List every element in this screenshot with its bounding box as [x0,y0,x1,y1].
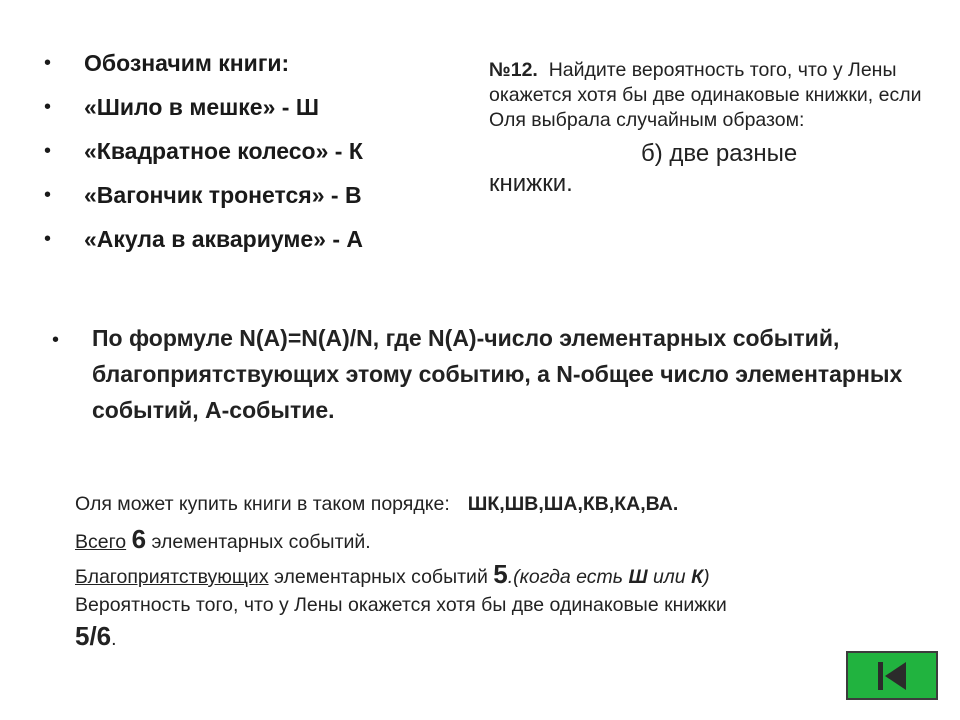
task-subcase-label: б) две разные [641,140,798,167]
list-item [40,228,460,251]
total-rest: элементарных событий. [151,531,371,553]
bullet-icon: • [44,184,52,206]
task-statement [489,58,949,199]
favorable-mid: элементарных событий [274,566,488,588]
total-count: 6 [131,524,147,554]
legend-book-k: «Квадратное колесо» - К [84,138,363,164]
bullet-icon: • [52,329,60,351]
orders-list: ШК,ШВ,ША,КВ,КА,ВА. [467,493,679,515]
list-item [40,52,460,75]
solution-line-probability [75,592,935,618]
favorable-sh: Ш [628,566,648,588]
favorable-note-open: .(когда есть [507,566,624,588]
legend-book-sh: «Шило в мешке» - Ш [84,94,319,120]
favorable-word: Благоприятствующих [75,566,269,588]
list-item [40,140,460,163]
answer-fraction: 5/6 [75,621,112,651]
answer-dot: . [111,628,117,650]
formula-text: По формуле N(A)=N(A)/N, где N(A)-число элементарных событий, благоприятствующих этому событию, а N-общее число элементарных событий, А-событие. [92,325,903,423]
task-subcase-tail: книжки. [489,170,573,197]
favorable-or: или [652,566,686,588]
favorable-count: 5 [493,559,508,589]
task-number: №12. [489,59,538,81]
task-text-block [489,58,949,133]
first-slide-icon [875,659,909,693]
solution-line-answer [75,618,935,654]
formula-paragraph [52,320,912,428]
legend-heading: Обозначим книги: [84,50,290,76]
favorable-close: ) [703,566,710,588]
task-subcase [489,139,949,199]
bullet-icon: • [44,96,52,118]
bullet-icon: • [44,52,52,74]
legend-book-a: «Акула в аквариуме» - А [84,226,363,252]
task-text: Найдите вероятность того, что у Лены окажется хотя бы две одинаковые книжки, если Оля выбрала случайным образом: [489,59,922,131]
orders-intro: Оля может купить книги в таком порядке: [75,493,450,515]
list-item [40,96,460,119]
list-item [40,184,460,207]
bullet-icon: • [44,228,52,250]
solution-block [75,490,935,654]
solution-line-orders [75,490,935,522]
bullet-icon: • [44,140,52,162]
probability-text: Вероятность того, что у Лены окажется хотя бы две одинаковые книжки [75,594,727,616]
first-slide-button[interactable] [846,651,938,700]
favorable-k: К [691,566,704,588]
legend-book-v: «Вагончик тронется» - В [84,182,362,208]
total-word: Всего [75,531,127,553]
solution-line-total [75,522,935,556]
solution-line-favorable [75,556,935,592]
book-legend-list [40,52,460,272]
